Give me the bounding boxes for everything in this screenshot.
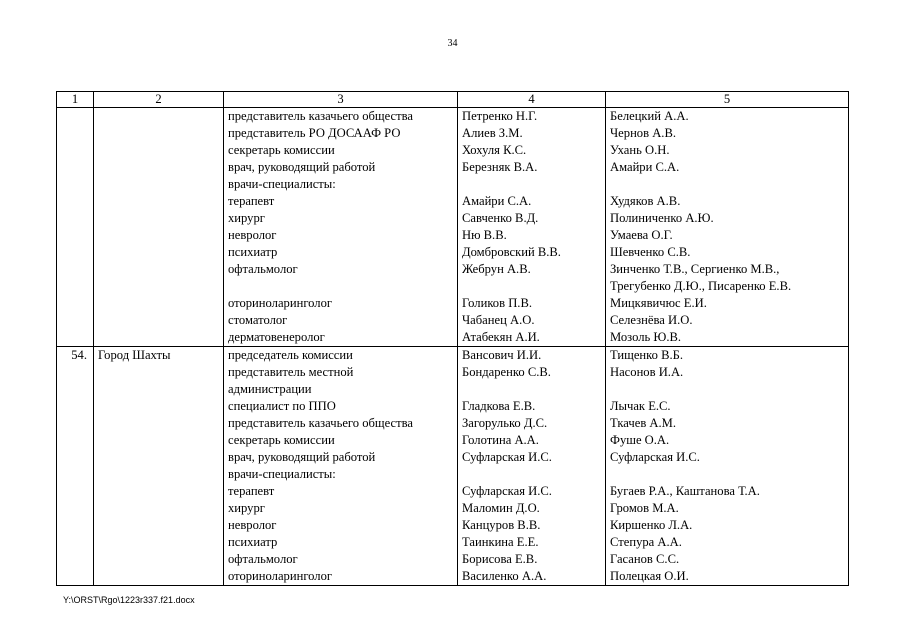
role-line: психиатр (228, 535, 278, 549)
col-header-1: 1 (57, 92, 94, 108)
role-line: представитель казачьего общества (228, 416, 413, 430)
role-line: оториноларинголог (228, 296, 333, 310)
member-line (462, 278, 601, 295)
page-number: 34 (447, 38, 458, 49)
member-line: Маломин Д.О. (462, 501, 540, 515)
role-line: оториноларинголог (228, 569, 333, 583)
col-header-3: 3 (224, 92, 458, 108)
member-line: Хохуля К.С. (462, 143, 527, 157)
role-line: офтальмолог (228, 262, 298, 276)
reserve-line: Шевченко С.В. (610, 245, 691, 259)
section-number: 54. (57, 347, 94, 586)
section-city: Город Шахты (94, 347, 224, 586)
role-line: администрации (228, 382, 312, 396)
role-cell (224, 108, 458, 347)
role-line: хирург (228, 501, 265, 515)
member-line: Гладкова Е.В. (462, 399, 536, 413)
reserve-line: Амайри С.А. (610, 160, 680, 174)
member-line: Жебрун А.В. (462, 262, 531, 276)
member-line: Алиев З.М. (462, 126, 523, 140)
col-header-5: 5 (606, 92, 849, 108)
member-line (462, 176, 601, 193)
member-line: Березняк В.А. (462, 160, 538, 174)
role-line: стоматолог (228, 313, 288, 327)
reserve-line: Суфларская И.С. (610, 450, 700, 464)
member-line: Петренко Н.Г. (462, 109, 538, 123)
role-line: врач, руководящий работой (228, 450, 376, 464)
section-row (57, 108, 849, 347)
reserve-line: Ткачев А.М. (610, 416, 676, 430)
role-line: представитель местной (228, 365, 354, 379)
member-line: Суфларская И.С. (462, 484, 552, 498)
col-header-4: 4 (458, 92, 606, 108)
reserve-line (610, 176, 844, 193)
reserve-line: Бугаев Р.А., Каштанова Т.А. (610, 484, 760, 498)
member-line: Таинкина Е.Е. (462, 535, 539, 549)
role-line: врач, руководящий работой (228, 160, 376, 174)
section-number (57, 108, 94, 347)
role-line: секретарь комиссии (228, 433, 335, 447)
member-line: Канцуров В.В. (462, 518, 541, 532)
member-line (462, 466, 601, 483)
member-cell (458, 108, 606, 347)
reserve-line: Мицкявичюс Е.И. (610, 296, 707, 310)
reserve-line: Умаева О.Г. (610, 228, 673, 242)
commission-table (56, 91, 849, 586)
role-line: невролог (228, 518, 277, 532)
role-line: терапевт (228, 194, 275, 208)
member-line: Загорулько Д.С. (462, 416, 548, 430)
role-line (228, 278, 453, 295)
reserve-line: Полецкая О.И. (610, 569, 689, 583)
role-line: представитель РО ДОСААФ РО (228, 126, 401, 140)
reserve-line (610, 381, 844, 398)
role-cell (224, 347, 458, 586)
member-line: Атабекян А.И. (462, 330, 540, 344)
section-row (57, 347, 849, 586)
reserve-line: Чернов А.В. (610, 126, 676, 140)
reserve-line: Тищенко В.Б. (610, 348, 683, 362)
reserve-line: Зинченко Т.В., Сергиенко М.В., (610, 262, 780, 276)
reserve-line: Худяков А.В. (610, 194, 681, 208)
member-line: Савченко В.Д. (462, 211, 539, 225)
member-line: Ню В.В. (462, 228, 507, 242)
member-line: Суфларская И.С. (462, 450, 552, 464)
member-line (462, 381, 601, 398)
reserve-line: Белецкий А.А. (610, 109, 689, 123)
role-line: специалист по ППО (228, 399, 336, 413)
reserve-line: Ухань О.Н. (610, 143, 670, 157)
reserve-line: Громов М.А. (610, 501, 679, 515)
role-line: хирург (228, 211, 265, 225)
reserve-line: Киршенко Л.А. (610, 518, 693, 532)
role-line: психиатр (228, 245, 278, 259)
section-city (94, 108, 224, 347)
col-header-2: 2 (94, 92, 224, 108)
role-line: терапевт (228, 484, 275, 498)
member-line: Амайри С.А. (462, 194, 532, 208)
role-line: врачи-специалисты: (228, 467, 336, 481)
member-line: Василенко А.А. (462, 569, 547, 583)
reserve-cell (606, 347, 849, 586)
reserve-line: Полиниченко А.Ю. (610, 211, 714, 225)
role-line: секретарь комиссии (228, 143, 335, 157)
member-line: Голотина А.А. (462, 433, 539, 447)
member-line: Бондаренко С.В. (462, 365, 551, 379)
role-line: врачи-специалисты: (228, 177, 336, 191)
role-line: представитель казачьего общества (228, 109, 413, 123)
role-line: офтальмолог (228, 552, 298, 566)
role-line: дерматовенеролог (228, 330, 325, 344)
reserve-line (610, 466, 844, 483)
reserve-line: Лычак Е.С. (610, 399, 671, 413)
member-line: Вансович И.И. (462, 348, 542, 362)
reserve-cell (606, 108, 849, 347)
reserve-line: Насонов И.А. (610, 365, 684, 379)
reserve-line: Гасанов С.С. (610, 552, 680, 566)
member-line: Борисова Е.В. (462, 552, 538, 566)
footer-file-path: Y:\ORST\Rgo\1223r337.f21.docx (63, 595, 195, 605)
reserve-line: Мозоль Ю.В. (610, 330, 682, 344)
reserve-line: Трегубенко Д.Ю., Писаренко Е.В. (610, 279, 792, 293)
role-line: невролог (228, 228, 277, 242)
role-line: председатель комиссии (228, 348, 353, 362)
reserve-line: Фуше О.А. (610, 433, 670, 447)
header-row (57, 92, 849, 108)
reserve-line: Селезнёва И.О. (610, 313, 693, 327)
reserve-line: Степура А.А. (610, 535, 682, 549)
member-line: Чабанец А.О. (462, 313, 535, 327)
member-line: Голиков П.В. (462, 296, 532, 310)
member-cell (458, 347, 606, 586)
member-line: Домбровский В.В. (462, 245, 561, 259)
